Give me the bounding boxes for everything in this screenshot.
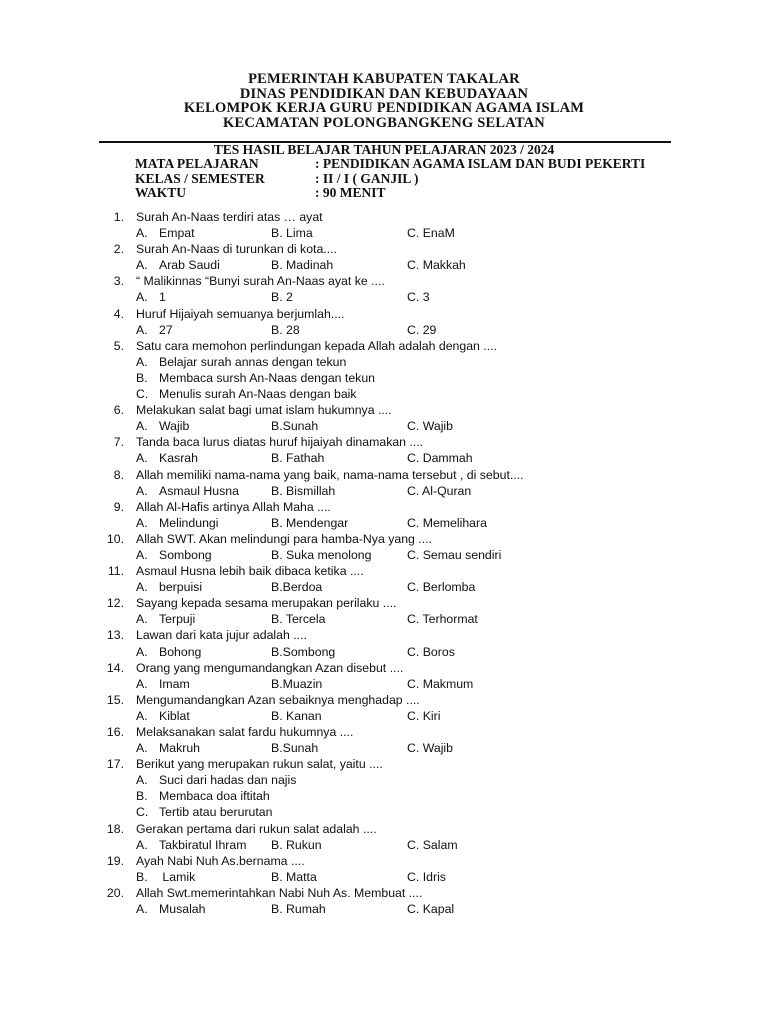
answer-option xyxy=(136,484,239,498)
option-text: B. Rumah xyxy=(271,902,326,917)
option-text: Kasrah xyxy=(159,451,198,466)
option-letter: A. xyxy=(136,419,148,434)
question-text: Melakukan salat bagi umat islam hukumnya .... xyxy=(136,403,392,418)
option-line xyxy=(0,612,768,628)
question-14 xyxy=(0,661,768,677)
option-text: B. Suka menolong xyxy=(271,547,372,562)
option-line xyxy=(0,741,768,757)
question-text: Huruf Hijaiyah semuanya berjumlah.... xyxy=(136,306,345,321)
option-text: Suci dari hadas dan najis xyxy=(159,773,297,788)
question-list xyxy=(0,210,768,918)
option-text: C. Al-Quran xyxy=(407,483,472,498)
option-line xyxy=(0,709,768,725)
question-number: 3. xyxy=(113,274,124,289)
option-text: Sombong xyxy=(159,547,212,562)
option-text: C. Idris xyxy=(407,869,446,884)
option-letter: A. xyxy=(136,708,148,723)
question-number: 9. xyxy=(113,499,124,514)
answer-option xyxy=(407,548,501,562)
answer-option xyxy=(407,419,453,433)
option-text: B.Sombong xyxy=(271,644,336,659)
info-label: WAKTU xyxy=(135,185,187,200)
question-text: Ayah Nabi Nuh As.bernama .... xyxy=(136,853,305,868)
question-18 xyxy=(0,822,768,838)
answer-option xyxy=(407,451,473,465)
answer-option xyxy=(136,290,166,304)
answer-option xyxy=(271,870,317,884)
question-10 xyxy=(0,532,768,548)
option-line xyxy=(0,870,768,886)
answer-option xyxy=(407,580,475,594)
question-text: Lawan dari kata jujur adalah .... xyxy=(136,628,307,643)
question-number: 14. xyxy=(106,660,124,675)
option-text: Arab Saudi xyxy=(159,258,220,273)
option-line xyxy=(0,677,768,693)
answer-option xyxy=(271,484,335,498)
option-letter: A. xyxy=(136,290,148,305)
question-text: Melaksanakan salat fardu hukumnya .... xyxy=(136,725,354,739)
question-number: 4. xyxy=(113,306,124,321)
answer-option xyxy=(271,580,322,594)
option-line xyxy=(0,645,768,661)
option-text: Membaca doa iftitah xyxy=(159,789,270,804)
answer-option xyxy=(407,323,436,337)
option-text: Wajib xyxy=(159,419,190,434)
option-text: B. Matta xyxy=(271,869,317,884)
answer-option xyxy=(136,258,220,272)
answer-option xyxy=(271,258,333,272)
answer-option xyxy=(407,709,440,723)
answer-option xyxy=(407,677,473,691)
answer-option xyxy=(407,290,430,304)
option-text: C. 29 xyxy=(407,322,437,337)
option-line xyxy=(0,258,768,274)
option-letter: A. xyxy=(136,580,148,595)
option-letter: A. xyxy=(136,741,148,756)
question-number: 13. xyxy=(106,628,124,643)
option-line xyxy=(0,451,768,467)
option-letter: A. xyxy=(136,483,148,498)
letterhead-line-4: KECAMATAN POLONGBANGKENG SELATAN xyxy=(223,114,545,131)
letterhead-line-2: DINAS PENDIDIKAN DAN KEBUDAYAAN xyxy=(239,85,529,102)
option-letter: A. xyxy=(136,451,148,466)
option-text: B.Sunah xyxy=(271,741,319,756)
letterhead-line-1: PEMERINTAH KABUPATEN TAKALAR xyxy=(248,71,520,87)
question-text: Surah An-Naas di turunkan di kota.... xyxy=(136,242,337,257)
option-letter: B. xyxy=(136,789,148,804)
option-text: B. Lima xyxy=(271,226,313,241)
question-text: Mengumandangkan Azan sebaiknya menghadap .... xyxy=(136,692,420,707)
answer-option xyxy=(136,323,173,337)
answer-option xyxy=(136,226,195,240)
question-text: Satu cara memohon perlindungan kepada Allah adalah dengan .... xyxy=(136,338,497,353)
question-number: 16. xyxy=(106,725,124,739)
answer-option xyxy=(136,516,218,530)
answer-option xyxy=(136,789,270,803)
question-text: Orang yang mengumandangkan Azan disebut .... xyxy=(136,660,404,675)
question-16 xyxy=(0,725,768,741)
option-text: C. Wajib xyxy=(407,741,454,756)
question-11 xyxy=(0,564,768,580)
option-letter: A. xyxy=(136,773,148,788)
option-line xyxy=(0,902,768,918)
answer-option xyxy=(407,226,455,240)
question-3 xyxy=(0,274,768,290)
option-letter: A. xyxy=(136,644,148,659)
question-text: Allah memiliki nama-nama yang baik, nama-nama tersebut , di sebut.... xyxy=(136,467,524,482)
option-text: 27 xyxy=(159,322,173,337)
answer-option xyxy=(136,677,190,691)
info-label: MATA PELAJARAN xyxy=(135,156,259,171)
answer-option xyxy=(136,838,246,852)
answer-option xyxy=(136,870,195,884)
answer-option xyxy=(271,323,300,337)
question-13 xyxy=(0,628,768,644)
question-6 xyxy=(0,403,768,419)
option-text: C. Memelihara xyxy=(407,515,487,530)
answer-option xyxy=(136,580,202,594)
option-text: Empat xyxy=(159,226,195,241)
option-text: C. Wajib xyxy=(407,419,454,434)
question-number: 17. xyxy=(106,757,124,772)
question-number: 10. xyxy=(106,531,124,546)
question-text: Berikut yang merupakan rukun salat, yaitu .... xyxy=(136,757,383,772)
option-text: Tertib atau berurutan xyxy=(159,805,273,820)
option-text: B. Fathah xyxy=(271,451,325,466)
option-text: Lamik xyxy=(159,869,196,884)
option-text: B.Berdoa xyxy=(271,580,323,595)
answer-option xyxy=(136,741,200,755)
answer-option xyxy=(136,612,195,626)
option-text: Membaca sursh An-Naas dengan tekun xyxy=(159,370,376,385)
question-text: Sayang kepada sesama merupakan perilaku .... xyxy=(136,596,397,611)
option-letter: C. xyxy=(136,387,149,402)
option-text: B. Kanan xyxy=(271,708,322,723)
option-line xyxy=(0,789,768,805)
option-text: Bohong xyxy=(159,644,202,659)
answer-option xyxy=(271,419,318,433)
question-7 xyxy=(0,435,768,451)
answer-option xyxy=(136,355,346,369)
answer-option xyxy=(271,516,348,530)
question-text: Allah Swt.memerintahkan Nabi Nuh As. Membuat .... xyxy=(136,885,423,900)
question-text: Surah An-Naas terdiri atas … ayat xyxy=(136,210,323,224)
option-line xyxy=(0,773,768,789)
option-text: Musalah xyxy=(159,902,206,917)
option-text: B.Sunah xyxy=(271,419,319,434)
info-label: KELAS / SEMESTER xyxy=(135,170,265,186)
option-text: B. Madinah xyxy=(271,258,334,273)
answer-option xyxy=(407,902,454,916)
option-text: Kiblat xyxy=(159,708,190,723)
option-text: Imam xyxy=(159,676,190,691)
question-15 xyxy=(0,693,768,709)
answer-option xyxy=(136,645,201,659)
option-text: C. Dammah xyxy=(407,451,473,466)
option-text: C. Berlomba xyxy=(407,580,476,595)
question-number: 6. xyxy=(113,403,124,418)
answer-option xyxy=(271,741,318,755)
answer-option xyxy=(407,516,487,530)
answer-option xyxy=(136,451,198,465)
option-letter: A. xyxy=(136,547,148,562)
question-number: 8. xyxy=(113,467,124,482)
question-number: 12. xyxy=(106,596,124,611)
answer-option xyxy=(136,902,205,916)
option-text: 1 xyxy=(159,290,166,305)
answer-option xyxy=(407,870,446,884)
question-number: 11. xyxy=(107,564,124,579)
question-text: Tanda baca lurus diatas huruf hijaiyah dinamakan .... xyxy=(136,435,424,450)
answer-option xyxy=(136,773,296,787)
question-number: 20. xyxy=(106,885,124,900)
option-letter: B. xyxy=(136,370,148,385)
option-text: C. Semau sendiri xyxy=(407,547,502,562)
option-text: C. Kiri xyxy=(407,708,441,723)
answer-option xyxy=(136,548,212,562)
option-text: B. Bismillah xyxy=(271,483,336,498)
option-text: B. 28 xyxy=(271,322,300,337)
option-letter: A. xyxy=(136,612,148,627)
option-line xyxy=(0,323,768,339)
question-text: Gerakan pertama dari rukun salat adalah .... xyxy=(136,821,377,836)
answer-option xyxy=(136,419,189,433)
exam-title: TES HASIL BELAJAR TAHUN PELAJARAN 2023 / 2024 xyxy=(213,142,555,157)
option-text: C. EnaM xyxy=(407,226,455,241)
option-text: C. Kapal xyxy=(407,902,455,917)
answer-option xyxy=(271,709,322,723)
option-line xyxy=(0,419,768,435)
question-number: 18. xyxy=(106,821,124,836)
letterhead xyxy=(0,72,768,130)
option-text: Melindungi xyxy=(159,515,219,530)
option-line xyxy=(0,371,768,387)
info-value: : PENDIDIKAN AGAMA ISLAM DAN BUDI PEKERTI xyxy=(315,156,646,171)
option-text: B.Muazin xyxy=(271,676,323,691)
question-number: 19. xyxy=(106,853,124,868)
option-line xyxy=(0,805,768,821)
answer-option xyxy=(271,838,322,852)
answer-option xyxy=(136,709,190,723)
option-text: C. Makkah xyxy=(407,258,466,273)
option-text: berpuisi xyxy=(159,580,203,595)
answer-option xyxy=(136,387,357,401)
question-8 xyxy=(0,468,768,484)
answer-option xyxy=(407,612,478,626)
option-text: C. 3 xyxy=(407,290,430,305)
option-line xyxy=(0,484,768,500)
answer-option xyxy=(271,902,326,916)
answer-option xyxy=(407,645,455,659)
option-text: B. Rukun xyxy=(271,837,322,852)
question-1 xyxy=(0,210,768,226)
question-text: Allah Al-Hafis artinya Allah Maha .... xyxy=(136,499,331,514)
option-text: C. Boros xyxy=(407,644,455,659)
option-line xyxy=(0,580,768,596)
question-number: 15. xyxy=(106,692,124,707)
answer-option xyxy=(271,548,372,562)
option-text: B. Tercela xyxy=(271,612,326,627)
answer-option xyxy=(271,451,324,465)
question-19 xyxy=(0,854,768,870)
option-text: C. Salam xyxy=(407,837,458,852)
option-letter: C. xyxy=(136,805,149,820)
option-line xyxy=(0,387,768,403)
question-text: Asmaul Husna lebih baik dibaca ketika .... xyxy=(136,564,364,579)
answer-option xyxy=(271,290,293,304)
answer-option xyxy=(136,805,272,819)
option-letter: B. xyxy=(136,869,148,884)
answer-option xyxy=(136,371,375,385)
option-letter: A. xyxy=(136,902,148,917)
answer-option xyxy=(271,612,325,626)
option-letter: A. xyxy=(136,226,148,241)
question-20 xyxy=(0,886,768,902)
option-text: C. Terhormat xyxy=(407,612,478,627)
answer-option xyxy=(271,645,335,659)
option-text: B. 2 xyxy=(271,290,293,305)
question-5 xyxy=(0,339,768,355)
option-text: Makruh xyxy=(159,741,201,756)
option-text: Takbiratul Ihram xyxy=(159,837,247,852)
question-text: “ Malikinnas “Bunyi surah An-Naas ayat ke .... xyxy=(136,274,385,289)
answer-option xyxy=(271,226,313,240)
option-text: Belajar surah annas dengan tekun xyxy=(159,354,347,369)
option-line xyxy=(0,226,768,242)
answer-option xyxy=(271,677,322,691)
option-letter: A. xyxy=(136,837,148,852)
question-number: 7. xyxy=(113,435,124,450)
option-letter: A. xyxy=(136,354,148,369)
option-letter: A. xyxy=(136,322,148,337)
option-text: B. Mendengar xyxy=(271,515,349,530)
question-2 xyxy=(0,242,768,258)
option-letter: A. xyxy=(136,258,148,273)
answer-option xyxy=(407,484,471,498)
option-text: C. Makmum xyxy=(407,676,474,691)
question-text: Allah SWT. Akan melindungi para hamba-Nya yang .... xyxy=(136,531,432,546)
question-12 xyxy=(0,596,768,612)
info-value: : 90 MENIT xyxy=(315,185,386,200)
option-line xyxy=(0,290,768,306)
question-number: 2. xyxy=(113,242,124,257)
question-17 xyxy=(0,757,768,773)
option-letter: A. xyxy=(136,515,148,530)
option-line xyxy=(0,516,768,532)
question-number: 1. xyxy=(113,210,124,224)
option-letter: A. xyxy=(136,676,148,691)
letterhead-line-3: KELOMPOK KERJA GURU PENDIDIKAN AGAMA ISLAM xyxy=(183,100,585,117)
answer-option xyxy=(407,741,453,755)
option-text: Menulis surah An-Naas dengan baik xyxy=(159,387,357,402)
option-line xyxy=(0,355,768,371)
info-value: : II / I ( GANJIL ) xyxy=(315,170,419,186)
question-number: 5. xyxy=(113,338,124,353)
answer-option xyxy=(407,838,458,852)
question-9 xyxy=(0,500,768,516)
answer-option xyxy=(407,258,466,272)
option-line xyxy=(0,838,768,854)
question-4 xyxy=(0,307,768,323)
option-text: Asmaul Husna xyxy=(159,483,239,498)
option-line xyxy=(0,548,768,564)
option-text: Terpuji xyxy=(159,612,196,627)
